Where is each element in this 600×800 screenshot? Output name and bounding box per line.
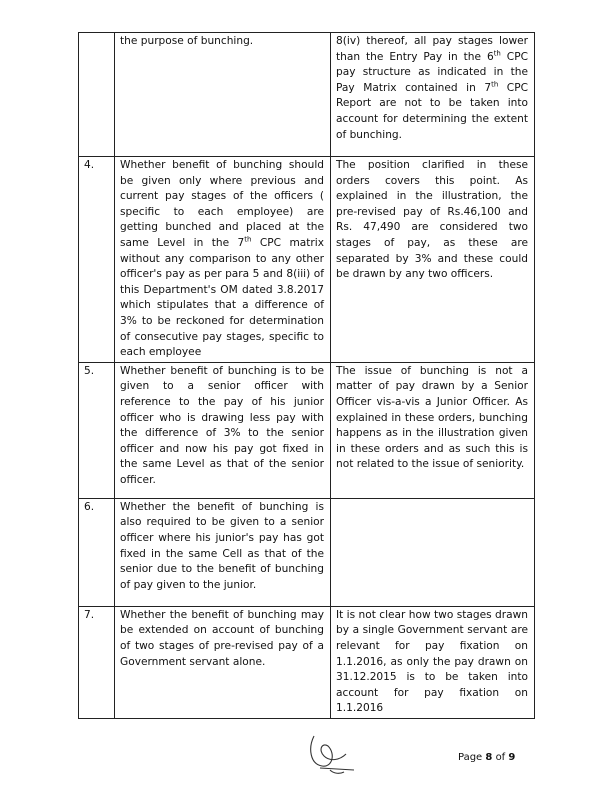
row-number xyxy=(79,33,115,157)
page-number: 8 xyxy=(485,752,493,763)
clarification-table xyxy=(78,32,535,719)
table-row xyxy=(79,33,535,157)
row-number: 7. xyxy=(79,606,115,718)
clarification-text: The position clarified in these orders covers this point. As explained in the illustration, the pre-revised pay of Rs.46,100 and Rs. 47,490 are considered two stages of pay, as these are separated by 3% and these could be drawn by any two officers. xyxy=(331,157,535,363)
page-label: Page xyxy=(458,752,483,763)
query-text: Whether the benefit of bunching is also required to be given to a senior officer where his junior's pay has got fixed in the same Cell as that of the senior due to the benefit of bunching of pay given to the junior. xyxy=(115,498,331,606)
query-text: Whether benefit of bunching is to be given to a senior officer with reference to the pay of his junior officer who is drawing less pay with the difference of 3% to the senior officer and now his pay got fixed in the same Level as that of the senior officer. xyxy=(115,362,331,498)
row-number: 6. xyxy=(79,498,115,606)
handwritten-signature xyxy=(300,724,360,776)
page-of: of xyxy=(495,752,506,763)
query-text: Whether benefit of bunching should be given only where previous and current pay stages of the officers ( specific to each employee) are getting bunched and placed at the same Level in the 7th CPC matrix without any comparison to any other officer's pay as per para 5 and 8(iii) of this Department's OM dated 3.8.2017 which stipulates that a difference of 3% to be reckoned for determination of consecutive pay stages, specific to each employee xyxy=(115,157,331,363)
clarification-text: 8(iv) thereof, all pay stages lower than the Entry Pay in the 6th CPC pay structure as indicated in the Pay Matrix contained in 7th CPC Report are not to be taken into account for determining the extent of bunching. xyxy=(331,33,535,157)
clarification-text xyxy=(331,498,535,606)
clarification-text: The issue of bunching is not a matter of pay drawn by a Senior Officer vis-a-vis a Junior Officer. As explained in these orders, bunching happens as in the illustration given in these orders and as such this is not related to the issue of seniority. xyxy=(331,362,535,498)
query-text: Whether the benefit of bunching may be extended on account of bunching of two stages of pre-revised pay of a Government servant alone. xyxy=(115,606,331,718)
query-text: the purpose of bunching. xyxy=(115,33,331,157)
table-row xyxy=(79,498,535,606)
page-footer xyxy=(458,752,515,763)
table-row xyxy=(79,362,535,498)
table-row xyxy=(79,157,535,363)
page-total: 9 xyxy=(508,752,516,763)
table-row xyxy=(79,606,535,718)
row-number: 5. xyxy=(79,362,115,498)
clarification-text: It is not clear how two stages drawn by a single Government servant are relevant for pay fixation on 1.1.2016, as only the pay drawn on 31.12.2015 is to be taken into account for pay fixation on 1.1.2016 xyxy=(331,606,535,718)
row-number: 4. xyxy=(79,157,115,363)
